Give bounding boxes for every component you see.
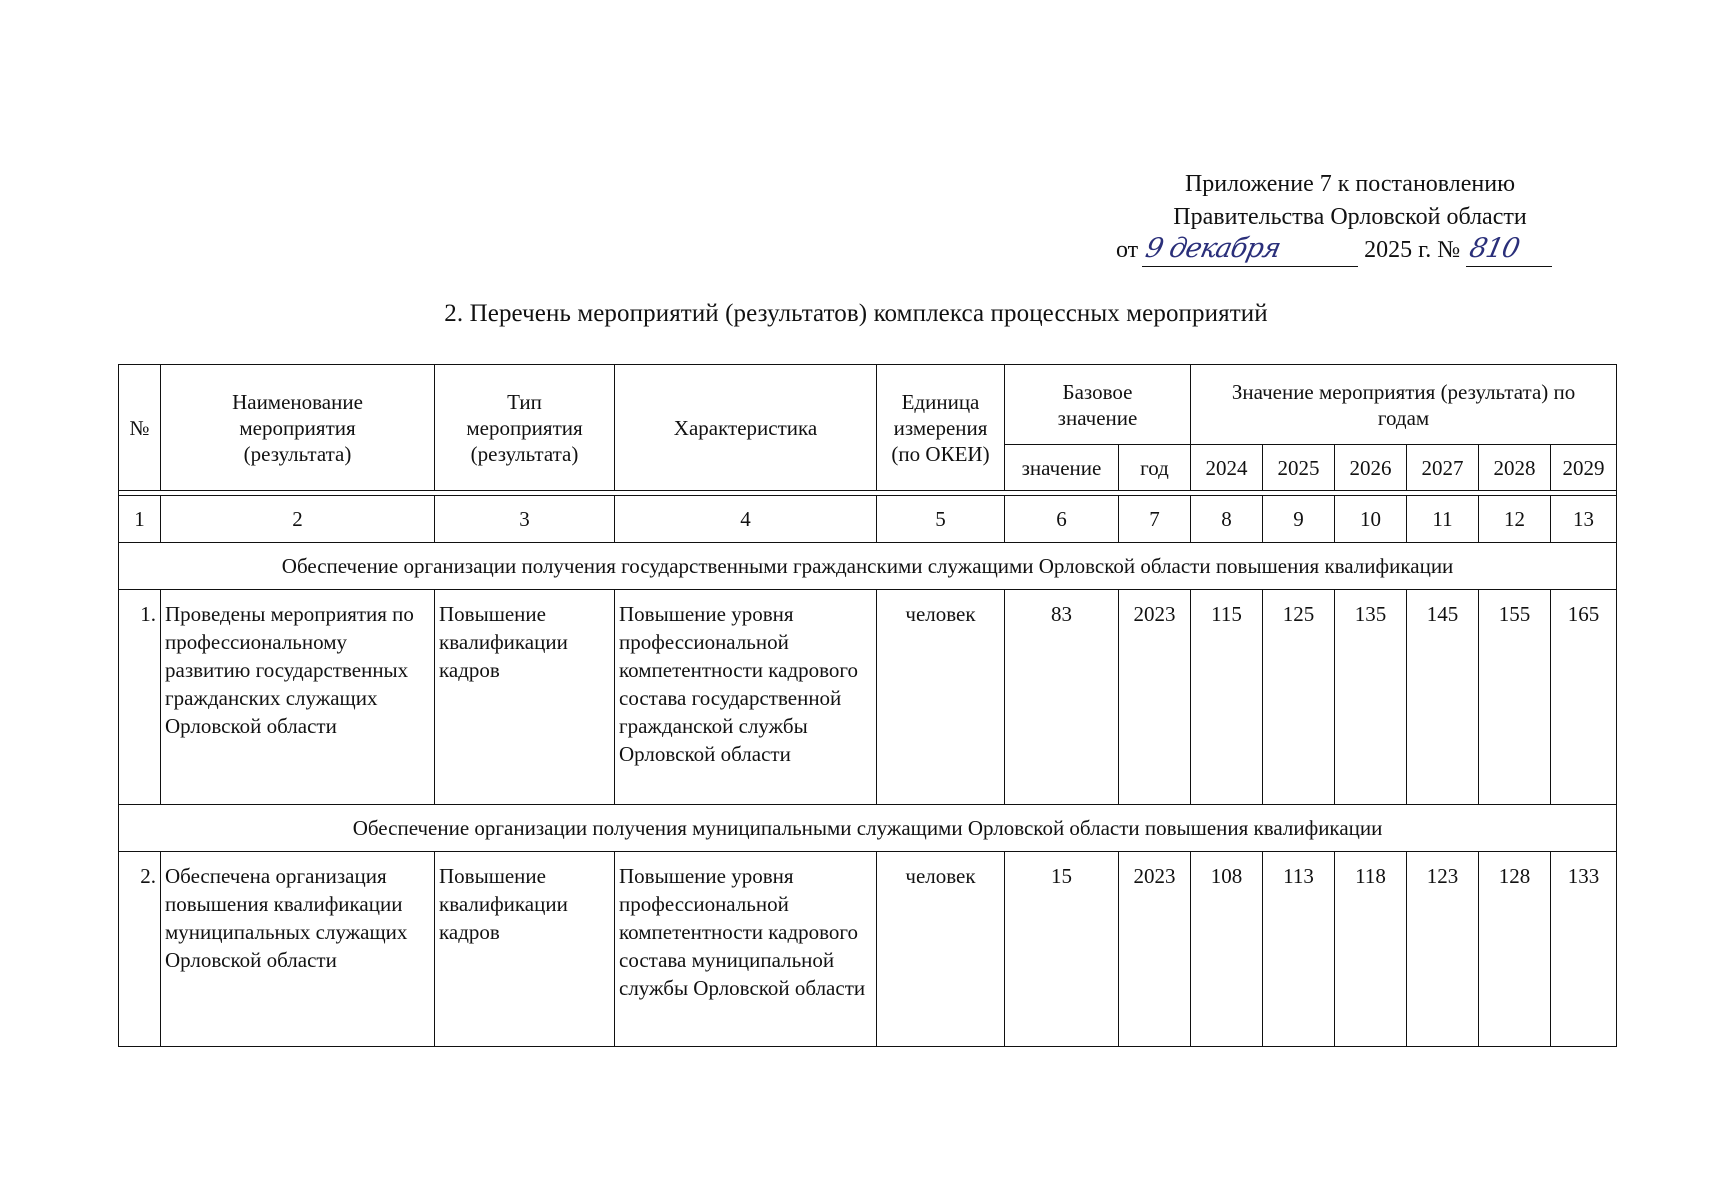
row-base-year: 2023	[1119, 590, 1191, 805]
row-base-year: 2023	[1119, 852, 1191, 1047]
measures-table	[118, 364, 1617, 1047]
row-type: Повышение квалификации кадров	[435, 590, 615, 805]
column-number: 8	[1191, 496, 1263, 543]
row-unit: человек	[877, 590, 1005, 805]
row-value-2029: 133	[1551, 852, 1617, 1047]
column-number: 1	[119, 496, 161, 543]
row-base-value: 15	[1005, 852, 1119, 1047]
header-year-2027: 2027	[1407, 445, 1479, 491]
appendix-line-2: Правительства Орловской области	[1173, 204, 1527, 230]
column-number-row	[119, 496, 1617, 543]
row-number: 1.	[119, 590, 161, 805]
row-base-value: 83	[1005, 590, 1119, 805]
header-base-sub-value: значение	[1005, 445, 1119, 491]
header-year-2026: 2026	[1335, 445, 1407, 491]
row-type: Повышение квалификации кадров	[435, 852, 615, 1047]
header-name: Наименование мероприятия (результата)	[161, 365, 435, 491]
row-value-2025: 125	[1263, 590, 1335, 805]
header-value-by-years: Значение мероприятия (результата) по годам	[1191, 365, 1617, 445]
row-name: Проведены мероприятия по профессиональному развитию государственных гражданских служащих Орловской области	[161, 590, 435, 805]
appendix-date-line	[1080, 234, 1620, 267]
column-number: 6	[1005, 496, 1119, 543]
handwritten-number: 810	[1466, 233, 1523, 264]
table-row	[119, 852, 1617, 1047]
header-no: №	[119, 365, 161, 491]
header-year-2025: 2025	[1263, 445, 1335, 491]
column-number: 5	[877, 496, 1005, 543]
row-value-2024: 108	[1191, 852, 1263, 1047]
header-year-2029: 2029	[1551, 445, 1617, 491]
section-title: Обеспечение организации получения муниципальными служащими Орловской области повышения квалификации	[119, 805, 1617, 852]
header-base-sub-year: год	[1119, 445, 1191, 491]
row-value-2025: 113	[1263, 852, 1335, 1047]
table-row	[119, 590, 1617, 805]
row-value-2027: 123	[1407, 852, 1479, 1047]
year-label: 2025 г. №	[1364, 237, 1461, 263]
row-name: Обеспечена организация повышения квалификации муниципальных служащих Орловской области	[161, 852, 435, 1047]
row-value-2027: 145	[1407, 590, 1479, 805]
header-characteristic: Характеристика	[615, 365, 877, 491]
document-title: 2. Перечень мероприятий (результатов) комплекса процессных мероприятий	[444, 300, 1268, 327]
row-value-2029: 165	[1551, 590, 1617, 805]
row-value-2028: 128	[1479, 852, 1551, 1047]
column-number: 10	[1335, 496, 1407, 543]
header-base-value: Базовое значение	[1005, 365, 1191, 445]
section-row	[119, 805, 1617, 852]
header-unit: Единица измерения (по ОКЕИ)	[877, 365, 1005, 491]
date-blank	[1142, 233, 1358, 267]
column-number: 4	[615, 496, 877, 543]
row-value-2024: 115	[1191, 590, 1263, 805]
column-number: 7	[1119, 496, 1191, 543]
appendix-line-1: Приложение 7 к постановлению	[1184, 171, 1516, 197]
section-title: Обеспечение организации получения государственными гражданскими служащими Орловской области повышения квалификации	[119, 543, 1617, 590]
row-unit: человек	[877, 852, 1005, 1047]
column-number: 13	[1551, 496, 1617, 543]
row-number: 2.	[119, 852, 161, 1047]
row-value-2028: 155	[1479, 590, 1551, 805]
column-number: 12	[1479, 496, 1551, 543]
column-number: 11	[1407, 496, 1479, 543]
row-value-2026: 118	[1335, 852, 1407, 1047]
row-value-2026: 135	[1335, 590, 1407, 805]
appendix-header	[1080, 168, 1620, 267]
measures-table-wrap	[118, 364, 1616, 1047]
row-characteristic: Повышение уровня профессиональной компетентности кадрового состава муниципальной службы Орловской области	[615, 852, 877, 1047]
number-blank	[1466, 233, 1552, 267]
table-header-row	[119, 365, 1617, 445]
column-number: 9	[1263, 496, 1335, 543]
column-number: 2	[161, 496, 435, 543]
column-number: 3	[435, 496, 615, 543]
section-row	[119, 543, 1617, 590]
from-label: от	[1116, 237, 1139, 263]
row-characteristic: Повышение уровня профессиональной компетентности кадрового состава государственной гражданской службы Орловской области	[615, 590, 877, 805]
header-type: Тип мероприятия (результата)	[435, 365, 615, 491]
handwritten-date: 9 декабря	[1142, 233, 1284, 264]
header-year-2024: 2024	[1191, 445, 1263, 491]
header-year-2028: 2028	[1479, 445, 1551, 491]
